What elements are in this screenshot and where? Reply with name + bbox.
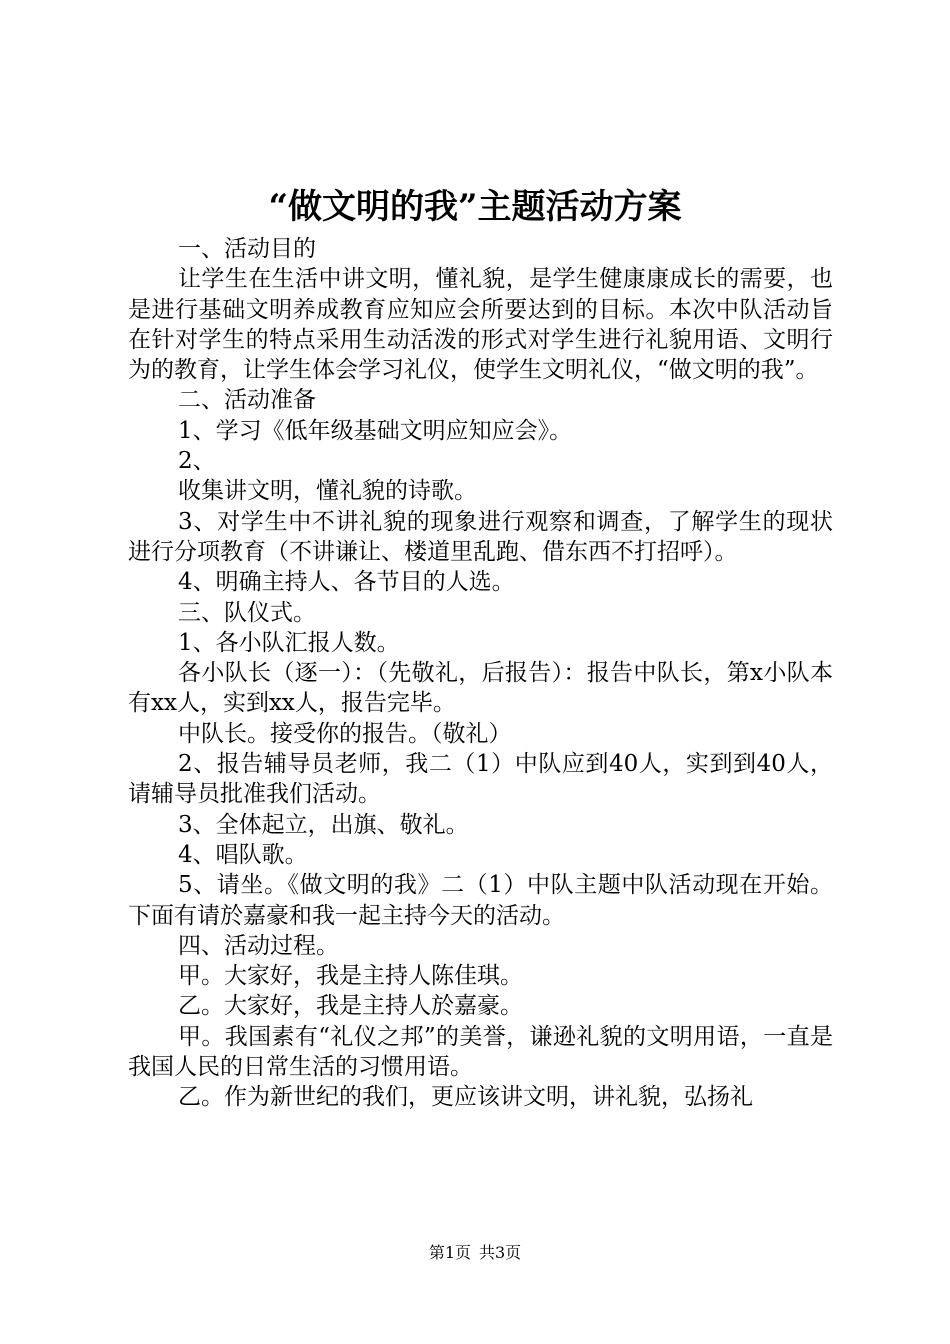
paragraph: 5、请坐。《做文明的我》二（1）中队主题中队活动现在开始。下面有请於嘉豪和我一起主持今天的活动。	[128, 872, 833, 929]
paragraph: 2、报告辅导员老师，我二（1）中队应到40人，实到到40人，请辅导员批准我们活动。	[128, 751, 833, 808]
paragraph: 1、各小队汇报人数。	[178, 629, 400, 656]
document-body	[128, 234, 833, 1113]
paragraph: 甲。大家好，我是主持人陈佳琪。	[178, 963, 523, 990]
paragraph: 3、全体起立，出旗、敬礼。	[178, 811, 469, 838]
paragraph: 让学生在生活中讲文明，懂礼貌，是学生健康康成长的需要，也是进行基础文明养成教育应知应会所要达到的目标。本次中队活动旨在针对学生的特点采用生动活泼的形式对学生进行礼貌用语、文明行为的教育，让学生体会学习礼仪，使学生文明礼仪，“做文明的我”。	[128, 266, 833, 384]
paragraph: 2、	[178, 448, 216, 475]
paragraph: 4、唱队歌。	[178, 841, 308, 868]
paragraph: 3、对学生中不讲礼貌的现象进行观察和调查，了解学生的现状进行分项教育（不讲谦让、楼道里乱跑、借东西不打招呼）。	[128, 508, 833, 565]
paragraph: 二、活动准备	[178, 387, 316, 414]
page-number: 第1页	[428, 1243, 471, 1262]
page-footer	[0, 1243, 950, 1263]
paragraph: 四、活动过程。	[178, 932, 339, 959]
paragraph: 甲。我国素有“礼仪之邦”的美誉，谦逊礼貌的文明用语，一直是我国人民的日常生活的习惯用语。	[128, 1023, 833, 1081]
paragraph: 一、活动目的	[178, 236, 316, 262]
paragraph: 4、明确主持人、各节目的人选。	[178, 569, 515, 596]
paragraph: 乙。大家好，我是主持人於嘉豪。	[178, 993, 523, 1020]
page-total: 共3页	[479, 1243, 522, 1262]
document-title: “做文明的我”主题活动方案	[268, 187, 682, 227]
paragraph: 1、学习《低年级基础文明应知应会》。	[178, 417, 573, 444]
paragraph: 三、队仪式。	[178, 599, 316, 626]
paragraph: 乙。作为新世纪的我们，更应该讲文明，讲礼貌，弘扬礼	[178, 1084, 753, 1111]
paragraph: 中队长。接受你的报告。（敬礼）	[178, 720, 512, 747]
paragraph: 收集讲文明，懂礼貌的诗歌。	[178, 478, 477, 505]
paragraph: 各小队长（逐一）：（先敬礼，后报告）：报告中队长，第x小队本有xx人，实到xx人，报告完毕。	[128, 660, 833, 717]
